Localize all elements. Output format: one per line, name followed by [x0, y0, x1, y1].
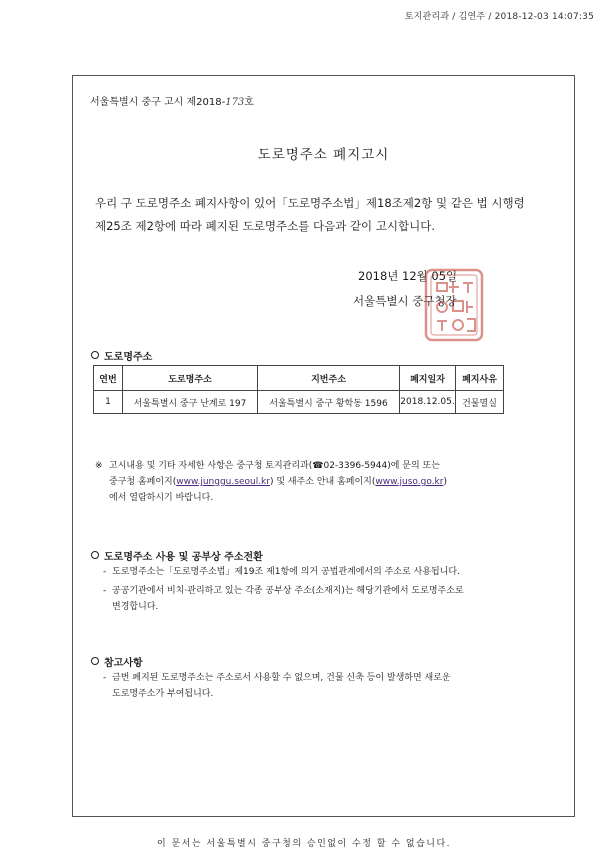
- junggu-homepage-link[interactable]: www.junggu.seoul.kr: [176, 477, 270, 487]
- list-item: [103, 583, 503, 615]
- dash-bullet: -: [103, 673, 107, 683]
- notice-number-suffix: 호: [244, 97, 254, 108]
- notice-number-handwritten: 173: [225, 97, 245, 108]
- juso-homepage-link[interactable]: www.juso.go.kr: [375, 477, 444, 487]
- table-cell: 건물멸실: [456, 391, 504, 414]
- list-item-text-continued: 변경합니다.: [112, 602, 159, 612]
- note-line-3: 에서 열람하시기 바랍니다.: [109, 493, 214, 503]
- section-road-address-heading: [91, 348, 152, 363]
- notice-body: [95, 192, 547, 238]
- circle-bullet-icon: [91, 657, 99, 665]
- table-header: 폐지사유: [456, 366, 504, 391]
- table-header: 폐지일자: [400, 366, 456, 391]
- inquiry-note: [95, 458, 495, 506]
- table-cell: 1: [94, 391, 123, 414]
- section-reference-title: 참고사항: [104, 658, 143, 669]
- table-header: 지번주소: [258, 366, 400, 391]
- table-cell: 서울특별시 중구 황학동 1596: [258, 391, 400, 414]
- note-mark: ※: [95, 461, 103, 471]
- list-item-text-continued: 도로명주소가 부여됩니다.: [112, 689, 214, 699]
- list-item: [103, 564, 503, 580]
- table-row: [94, 391, 504, 414]
- list-item-text: 공공기관에서 비치·관리하고 있는 각종 공부상 주소(소재지)는 해당기관에서 도로명주소로: [112, 586, 464, 596]
- list-item-text: 금번 폐지된 도로명주소는 주소로서 사용할 수 없으며, 건물 신축 등이 발생하면 새로운: [112, 673, 451, 683]
- body-line-2: 제25조 제2항에 따라 폐지된 도로명주소를 다음과 같이 고시합니다.: [95, 219, 436, 233]
- note-line-1: 고시내용 및 기타 자세한 사항은 중구청 토지관리과(☎02-3396-5944)에 문의 또는: [109, 461, 440, 471]
- note-text: ): [443, 477, 447, 487]
- header-meta: 토지관리과 / 김연주 / 2018-12-03 14:07:35: [404, 12, 594, 22]
- list-item: [103, 670, 503, 702]
- notice-frame: [72, 75, 575, 817]
- table-header: 연번: [94, 366, 123, 391]
- issuer-name: 서울특별시 중구청장: [353, 294, 457, 308]
- footer-disclaimer: 이 문서는 서울특별시 중구청의 승인없이 수정 할 수 없습니다.: [156, 839, 452, 849]
- section-address-usage-heading: [91, 548, 263, 563]
- body-line-1: 우리 구 도로명주소 폐지사항이 있어「도로명주소법」제18조제2항 및 같은 법 시행령: [95, 196, 525, 210]
- road-address-table: [93, 365, 504, 414]
- section-road-address-title: 도로명주소: [104, 352, 153, 363]
- notice-number-prefix: 서울특별시 중구 고시 제2018-: [90, 97, 226, 108]
- note-line-2: [109, 474, 495, 490]
- dash-bullet: -: [103, 586, 107, 596]
- notice-number: [90, 93, 254, 108]
- notice-date: 2018년 12월 05일: [358, 269, 458, 283]
- table-header: 도로명주소: [123, 366, 258, 391]
- dash-bullet: -: [103, 567, 107, 577]
- circle-bullet-icon: [91, 551, 99, 559]
- table-cell: 서울특별시 중구 난계로 197: [123, 391, 258, 414]
- note-text: 중구청 홈페이지(: [109, 477, 177, 487]
- table-cell: 2018.12.05.: [400, 391, 456, 414]
- table-header-row: [94, 366, 504, 391]
- section-reference-heading: [91, 654, 143, 669]
- document-title: 도로명주소 폐지고시: [257, 147, 390, 163]
- circle-bullet-icon: [91, 351, 99, 359]
- note-text: ) 및 새주소 안내 홈페이지(: [269, 477, 376, 487]
- list-item-text: 도로명주소는「도로명주소법」제19조 제1항에 의거 공법관계에서의 주소로 사용됩니다.: [112, 567, 460, 577]
- section-address-usage-title: 도로명주소 사용 및 공부상 주소전환: [104, 552, 263, 563]
